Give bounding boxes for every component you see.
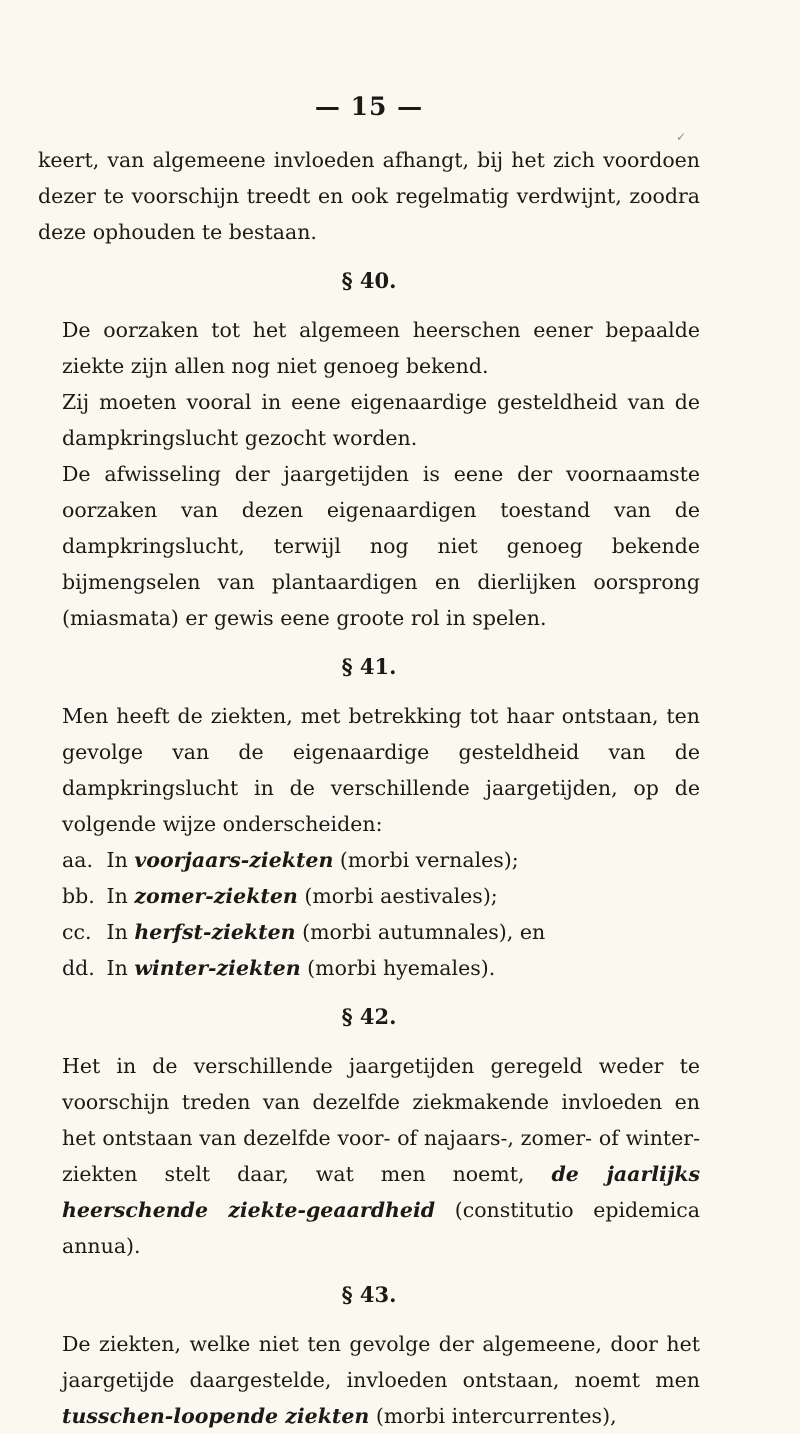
section-40-paragraph-1: De oorzaken tot het algemeen heerschen eener bepaalde ziekte zijn allen nog niet genoeg bekend. [62, 318, 700, 378]
list-item-label: cc. [62, 920, 92, 944]
page-number: — 15 — [314, 92, 424, 121]
list-item-label: bb. [62, 884, 95, 908]
list-item-latin: (morbi autumnales), en [302, 920, 546, 944]
list-item-latin: (morbi aestivales); [304, 884, 498, 908]
section-42-text-b: (constitutio epidemica annua). [62, 1198, 700, 1258]
list-item [38, 914, 700, 950]
list-item [38, 950, 700, 986]
section-40-paragraph-2: Zij moeten vooral in eene eigenaardige gesteldheid van de dampkringslucht gezocht worden. [62, 390, 700, 450]
section-43-title: § 43. [341, 1282, 397, 1307]
list-item-latin: (morbi vernales); [339, 848, 519, 872]
list-item-prefix: In [106, 920, 128, 944]
list-item-prefix: In [106, 884, 128, 908]
list-item-term: herfst-ziekten [134, 920, 296, 944]
list-item-prefix: In [106, 956, 128, 980]
list-item-term: winter-ziekten [134, 956, 301, 980]
section-40-title: § 40. [341, 268, 397, 293]
list-item-prefix: In [106, 848, 128, 872]
section-43-text-a: De ziekten, welke niet ten gevolge der algemeene, door het jaargetijde daargestelde, invloeden ontstaan, noemt men [62, 1332, 700, 1392]
section-42-title: § 42. [341, 1004, 397, 1029]
paragraph-continued: keert, van algemeene invloeden afhangt, bij het zich voordoen dezer te voorschijn treedt en ook regelmatig verdwijnt, zoodra deze ophouden te bestaan. [38, 148, 700, 244]
section-42-paragraph [38, 1048, 700, 1264]
list-item-term: zomer-ziekten [134, 884, 298, 908]
section-41-intro: Men heeft de ziekten, met betrekking tot haar ontstaan, ten gevolge van de eigenaardige gesteldheid van de dampkringslucht in de verschillende jaargetijden, op de volgende wijze onderscheiden: [62, 704, 700, 836]
list-item [38, 878, 700, 914]
list-item-label: dd. [62, 956, 95, 980]
section-42-term: de jaarlijks heerschende ziekte-geaardheid [62, 1162, 700, 1222]
list-item-label: aa. [62, 848, 93, 872]
list-item [38, 842, 700, 878]
section-41-title: § 41. [341, 654, 397, 679]
list-item-term: voorjaars-ziekten [134, 848, 334, 872]
section-43-text-b: (morbi intercurrentes), [375, 1404, 617, 1428]
section-43-paragraph [38, 1326, 700, 1434]
section-43-term: tusschen-loopende ziekten [62, 1404, 370, 1428]
list-item-latin: (morbi hyemales). [307, 956, 496, 980]
section-40-paragraph-3: De afwisseling der jaargetijden is eene der voornaamste oorzaken van dezen eigenaardigen toestand van de dampkringslucht, terwijl nog niet genoeg bekende bijmengselen van plantaardigen en dierlijken oorsprong (miasmata) er gewis eene groote rol in spelen. [62, 462, 700, 630]
section-42-text-a: Het in de verschillende jaargetijden geregeld weder te voorschijn treden van dezelfde ziekmakende invloeden en het ontstaan van dezelfde voor- of najaars-, zomer- of winter-ziekten stelt daar, wat men noemt, [62, 1054, 700, 1186]
ink-speck: ✓ [676, 130, 687, 144]
